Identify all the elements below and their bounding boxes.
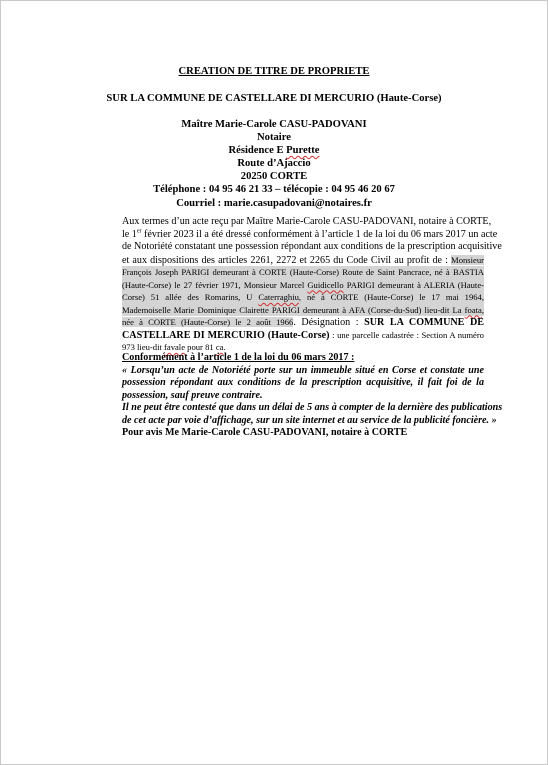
closing-line: Pour avis Me Marie-Carole CASU-PADOVANI, notaire à CORTE [122, 427, 408, 438]
document-title: CREATION DE TITRE DE PROPRIETE [178, 66, 370, 77]
law-section [122, 352, 503, 440]
text: ca [215, 342, 224, 352]
highlighted-text: Monsieur [451, 254, 484, 265]
notary-residence [0, 144, 548, 157]
text: favale [164, 342, 186, 352]
highlighted-text: née à CORTE (Haute-Corse) le 2 août 1966 [122, 317, 294, 327]
text: pour 81 [185, 342, 216, 352]
notary-phone: Téléphone : 04 95 46 21 33 – télécopie : 04 95 46 20 67 [153, 184, 395, 195]
bold-text: CASTELLARE DI MERCURIO (Haute-Corse) [122, 329, 330, 341]
residence-name: Purette [286, 145, 320, 156]
text: 973 lieu-dit [122, 342, 165, 352]
law-quote-line: de cet acte par voie d’affichage, sur un site internet et au service de la publicité foncière. » [122, 414, 497, 426]
text: . [223, 342, 226, 352]
text: : une parcelle cadastrée : Section A numéro [329, 329, 484, 340]
law-quote-line: Il ne peut être contesté que dans un délai de 5 ans à compter de la dernière des publications [122, 402, 503, 413]
body-line [122, 254, 484, 267]
body-line [122, 291, 484, 304]
notary-name: Maître Marie-Carole CASU-PADOVANI [181, 119, 367, 130]
body-line: de Notoriété constatant une possession répondant aux conditions de la prescription acquisitive [122, 241, 502, 252]
text: (Haute-Corse) le 27 février 1971, Monsieur Marcel [122, 279, 308, 290]
body-line [122, 316, 484, 329]
text: Caterraghiu [258, 292, 299, 302]
text: PARIGI demeurant à ALERIA (Haute- [343, 279, 484, 290]
text: foata [464, 304, 482, 315]
document-subtitle: SUR LA COMMUNE DE CASTELLARE DI MERCURIO (Haute-Corse) [106, 93, 442, 104]
body-line: Aux termes d’un acte reçu par Maître Marie-Carole CASU-PADOVANI, notaire à CORTE, [122, 216, 492, 227]
text: Guidicello [307, 279, 344, 290]
text: Corse) 51 allée des Romarins, U [122, 292, 259, 302]
law-heading: Conformément à l’article 1 de la loi du 06 mars 2017 : [122, 352, 355, 363]
law-quote-line: possession, sauf preuve contraire. [122, 389, 263, 401]
body-line: François Joseph PARIGI demeurant à CORTE (Haute-Corse) Route de Saint Pancrace, né à BASTIA [122, 267, 484, 277]
text: , né à CORTE (Haute-Corse) le 17 mai 1964, [298, 292, 484, 302]
notary-email: Courriel : marie.casupadovani@notaires.fr [176, 198, 372, 209]
notary-city: 20250 CORTE [240, 171, 308, 182]
text: Mademoiselle Marie Dominique Clairette PARIGI demeurant à AFA (Corse-du-Sud) lieu-dit La [122, 304, 465, 315]
text: et aux dispositions des articles 2261, 2272 et 2265 du Code Civil au profit de : [122, 254, 452, 266]
text: , [481, 304, 484, 315]
notary-street: Route d’Ajaccio [237, 158, 311, 169]
residence-prefix: Résidence E [228, 145, 287, 156]
text: le 1 [122, 228, 137, 240]
body-line [122, 279, 484, 292]
text: février 2023 il a été dressé conformément à l’article 1 de la loi du 06 mars 2017 un acte [141, 228, 498, 240]
bold-text: SUR LA COMMUNE DE [364, 317, 484, 328]
body-line [122, 329, 484, 342]
body-line [122, 228, 498, 242]
body-line [122, 304, 484, 317]
body-paragraph [122, 216, 502, 354]
law-quote-line: « Lorsqu’un acte de Notoriété porte sur un immeuble situé en Corse et constate une [122, 364, 484, 376]
law-quote-line: possession répondant aux conditions de la prescription acquisitive, il fait foi de la [122, 377, 484, 388]
text: . Désignation : [293, 317, 365, 328]
notary-role: Notaire [257, 132, 291, 143]
superscript: er [136, 228, 142, 235]
